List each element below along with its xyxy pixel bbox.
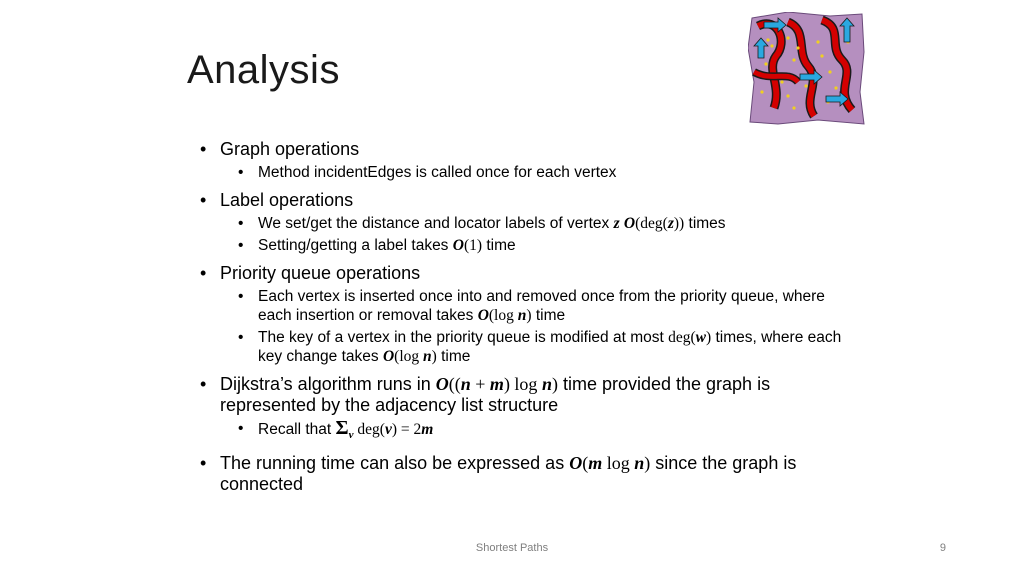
slide-body <box>198 134 858 495</box>
bullet-dijkstra-runtime: • Dijkstra’s algorithm runs in O((n + m) log n) time provided the graph is represented by the adjacency list structure <box>198 374 858 416</box>
bullet-running-time: • The running time can also be expressed as O(m log n) since the graph is connected <box>198 453 858 495</box>
bullet-set-get-labels: • We set/get the distance and locator labels of vertex z O(deg(z)) times <box>198 214 858 233</box>
bullet-graph-operations: • Graph operations <box>198 139 858 160</box>
bullet-label-time: • Setting/getting a label takes O(1) time <box>198 236 858 255</box>
bullet-insert-remove: • Each vertex is inserted once into and removed once from the priority queue, where each insertion or removal takes O(log n) time <box>198 287 858 325</box>
bullet-recall-sum: • Recall that $\Sigma_v$ deg(v) = 2m <box>198 419 858 445</box>
page-number: 9 <box>939 542 946 554</box>
slide-title: Analysis <box>187 48 340 92</box>
bullet-key-change: • The key of a vertex in the priority queue is modified at most deg(w) times, where each key change takes O(log n) time <box>198 328 858 366</box>
bullet-label-operations: • Label operations <box>198 190 858 211</box>
slide-footer: Shortest Paths <box>475 542 549 554</box>
maze-paths-icon <box>748 12 866 126</box>
bullet-incident-edges: • Method incidentEdges is called once for each vertex <box>198 163 858 182</box>
bullet-priority-queue: • Priority queue operations <box>198 263 858 284</box>
